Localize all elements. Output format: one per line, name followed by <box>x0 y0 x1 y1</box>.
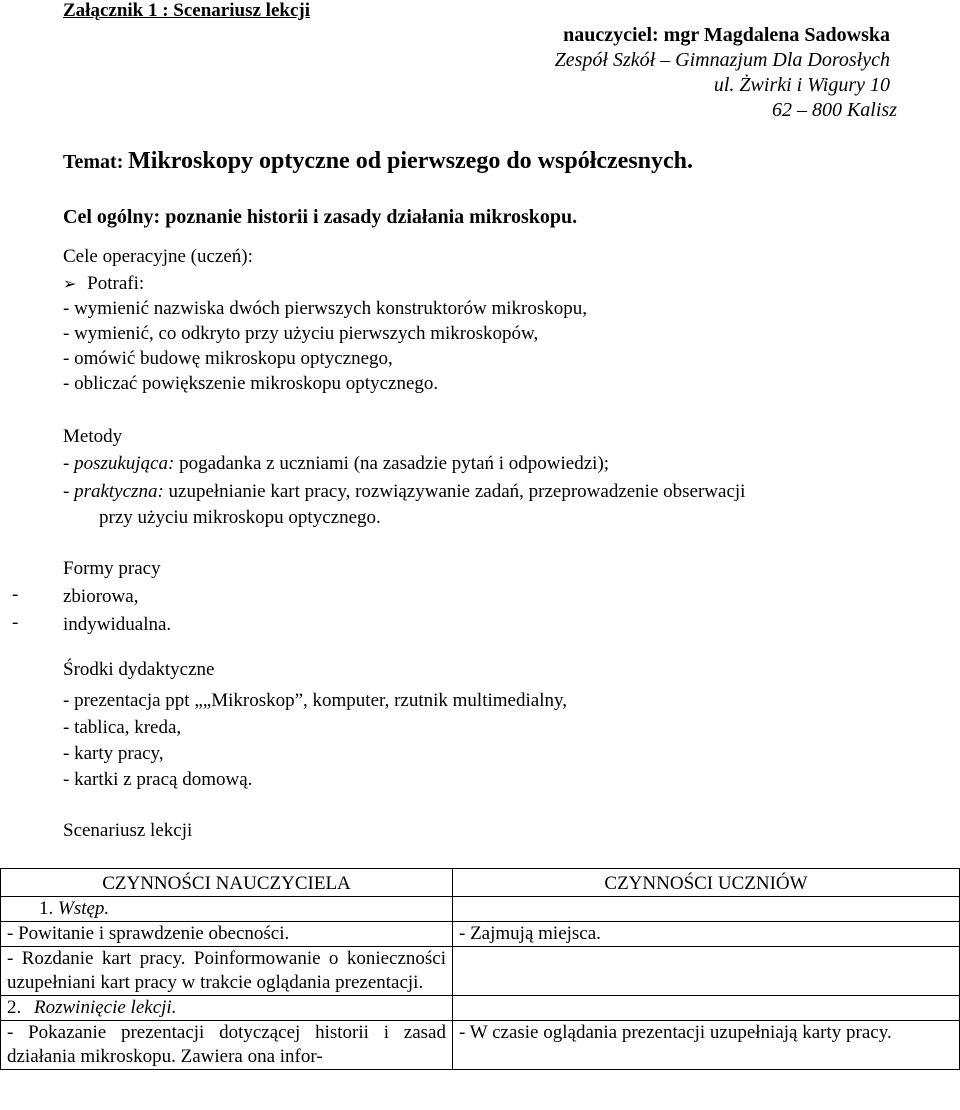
method-item: - poszukująca: pogadanka z uczniami (na zasadzie pytań i odpowiedzi); <box>63 453 610 474</box>
goal-item: - wymienić, co odkryto przy użyciu pierwszych mikroskopów, <box>63 323 539 344</box>
goal-item: - omówić budowę mikroskopu optycznego, <box>63 348 393 369</box>
general-goal: Cel ogólny: poznanie historii i zasady działania mikroskopu. <box>63 206 578 228</box>
methods-heading: Metody <box>63 426 123 447</box>
teacher-activity: - Rozdanie kart pracy. Poinformowanie o konieczności uzupełniani kart pracy w trakcie oglądania prezentacji. <box>1 947 453 996</box>
table-row <box>1 996 960 1021</box>
means-item: - karty pracy, <box>63 743 164 764</box>
method-text: pogadanka z uczniami (na zasadzie pytań i odpowiedzi); <box>179 453 610 474</box>
dash-bullet: - <box>12 612 19 633</box>
section-title <box>1 996 453 1021</box>
form-item: zbiorowa, <box>63 586 139 607</box>
table-row <box>1 922 960 947</box>
school-name: Zespół Szkół – Gimnazjum Dla Dorosłych <box>554 49 890 71</box>
goal-item: - wymienić nazwiska dwóch pierwszych konstruktorów mikroskopu, <box>63 298 587 319</box>
attachment-title: Załącznik 1 : Scenariusz lekcji <box>63 0 310 21</box>
section-title <box>1 897 453 922</box>
table-row <box>1 869 960 897</box>
operational-goals-bullet <box>63 273 144 295</box>
school-city: 62 – 800 Kalisz <box>771 99 897 121</box>
bullet-label: Potrafi: <box>87 273 145 294</box>
method-name: poszukująca: <box>74 453 175 474</box>
forms-heading: Formy pracy <box>63 558 161 579</box>
table-row <box>1 1021 960 1070</box>
student-activity: - Zajmują miejsca. <box>453 922 960 947</box>
section-name: Wstęp. <box>58 898 110 919</box>
school-street: ul. Żwirki i Wigury 10 <box>713 74 890 96</box>
method-text: uzupełnianie kart pracy, rozwiązywanie zadań, przeprowadzenie obserwacji <box>168 481 746 502</box>
section-number: 2. <box>7 997 22 1018</box>
section-name: Rozwinięcie lekcji. <box>34 997 177 1018</box>
empty-cell <box>453 897 960 922</box>
topic-text: Mikroskopy optyczne od pierwszego do współczesnych. <box>128 148 694 174</box>
section-number: 1. <box>39 898 54 919</box>
form-item: indywidualna. <box>63 614 172 635</box>
col-teacher-header: CZYNNOŚCI NAUCZYCIELA <box>1 869 453 897</box>
means-item: - prezentacja ppt „„Mikroskop”, komputer, rzutnik multimedialny, <box>63 690 567 711</box>
teacher-activity: - Pokazanie prezentacji dotyczącej historii i zasad działania mikroskopu. Zawiera ona infor- <box>1 1021 453 1070</box>
goal-item: - obliczać powiększenie mikroskopu optycznego. <box>63 373 439 394</box>
means-heading: Środki dydaktyczne <box>63 659 215 680</box>
scenario-heading: Scenariusz lekcji <box>63 820 193 841</box>
means-item: - kartki z pracą domową. <box>63 769 253 790</box>
method-item: - praktyczna: uzupełnianie kart pracy, rozwiązywanie zadań, przeprowadzenie obserwacji <box>63 481 746 502</box>
teacher-activity: - Powitanie i sprawdzenie obecności. <box>1 922 453 947</box>
method-name: praktyczna: <box>74 481 164 502</box>
operational-goals-heading: Cele operacyjne (uczeń): <box>63 246 253 267</box>
means-item: - tablica, kreda, <box>63 717 182 738</box>
student-activity: - W czasie oglądania prezentacji uzupełniają karty pracy. <box>453 1021 960 1070</box>
table-row <box>1 897 960 922</box>
table-row <box>1 947 960 996</box>
method-continuation: przy użyciu mikroskopu optycznego. <box>99 507 381 528</box>
empty-cell <box>453 996 960 1021</box>
dash-bullet: - <box>12 584 19 605</box>
lesson-topic <box>63 148 693 175</box>
teacher-name: nauczyciel: mgr Magdalena Sadowska <box>563 24 890 46</box>
arrow-bullet-icon: ➢ <box>63 274 77 293</box>
empty-cell <box>453 947 960 996</box>
topic-label: Temat: <box>63 151 124 173</box>
col-students-header: CZYNNOŚCI UCZNIÓW <box>453 869 960 897</box>
scenario-table <box>0 868 960 1070</box>
